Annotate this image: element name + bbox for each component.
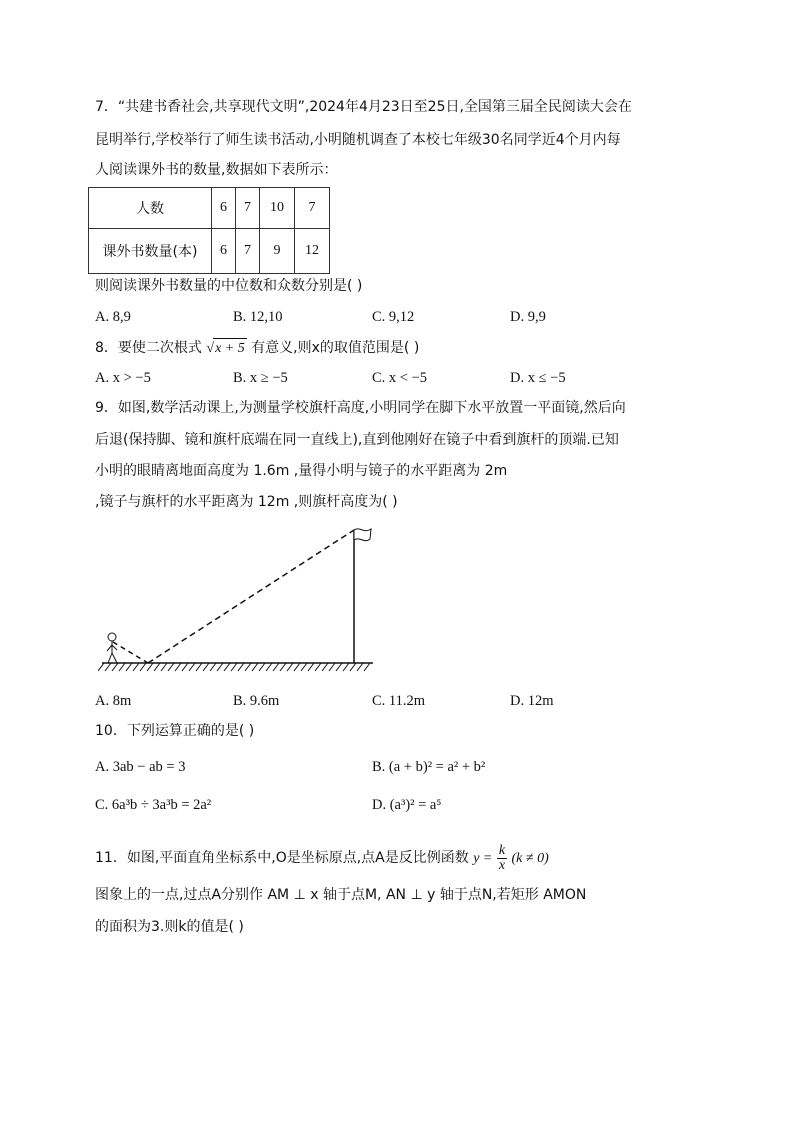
sight-line-mirror-to-flag — [148, 530, 354, 663]
q9-line-4: ,镜子与旗杆的水平距离为 12m ,则旗杆高度为( ) — [95, 494, 398, 510]
table-cell: 7 — [236, 188, 260, 229]
table-row — [89, 229, 330, 274]
q11-line-1 — [95, 842, 549, 875]
table-header-books: 课外书数量(本) — [89, 229, 212, 274]
table-row — [89, 188, 330, 229]
table-header-count: 人数 — [89, 188, 212, 229]
table-cell: 9 — [260, 229, 295, 274]
q11-prefix: 11．如图,平面直角坐标系中,O是坐标原点,点A是反比例函数 — [95, 850, 469, 866]
q8-option-b: B. x ≥ −5 — [233, 370, 288, 386]
q9-option-c: C. 11.2m — [372, 693, 426, 709]
q8-prefix: 8．要使二次根式 — [95, 340, 202, 356]
table-cell: 6 — [212, 188, 236, 229]
q10-title: 10．下列运算正确的是( ) — [95, 723, 255, 739]
sqrt-icon: √ — [206, 341, 215, 356]
flag-icon — [354, 529, 371, 541]
table-cell: 10 — [260, 188, 295, 229]
q7-question: 则阅读课外书数量的中位数和众数分别是( ) — [95, 278, 363, 294]
table-cell: 7 — [236, 229, 260, 274]
q7-option-b: B. 12,10 — [233, 309, 283, 325]
q7-line-1: 7．“共建书香社会,共享现代文明”,2024年4月23日至25日,全国第三届全民阅读大会在 — [95, 99, 632, 115]
table-cell: 12 — [295, 229, 330, 274]
q9-option-a: A. 8m — [95, 693, 132, 709]
q10-option-b: B. (a + b)² = a² + b² — [372, 759, 486, 775]
q8-stem — [95, 338, 419, 359]
q7-option-d: D. 9,9 — [510, 309, 546, 325]
person-icon — [107, 633, 117, 663]
q11-line-3: 的面积为3.则k的值是( ) — [95, 919, 244, 935]
q7-option-a: A. 8,9 — [95, 309, 131, 325]
q8-option-d: D. x ≤ −5 — [510, 370, 566, 386]
q8-option-a: A. x > −5 — [95, 370, 151, 386]
q8-option-c: C. x < −5 — [372, 370, 428, 386]
q8-suffix: 有意义,则x的取值范围是( ) — [251, 340, 420, 356]
q9-option-b: B. 9.6m — [233, 693, 280, 709]
q9-line-3: 小明的眼睛离地面高度为 1.6m ,量得小明与镜子的水平距离为 2m — [95, 463, 508, 479]
q11-func-condition: (k ≠ 0) — [511, 851, 549, 866]
q10-option-a: A. 3ab − ab = 3 — [95, 759, 186, 775]
q7-option-c: C. 9,12 — [372, 309, 415, 325]
q11-fraction — [497, 844, 507, 873]
table-cell: 6 — [212, 229, 236, 274]
sight-line-eye-to-mirror — [113, 642, 148, 663]
table-cell: 7 — [295, 188, 330, 229]
q7-line-2: 昆明举行,学校举行了师生读书活动,小明随机调查了本校七年级30名同学近4个月内每 — [95, 132, 621, 148]
flagpole-mirror-figure — [98, 520, 383, 680]
q7-line-3: 人阅读课外书的数量,数据如下表所示： — [95, 162, 338, 178]
q11-line-2: 图象上的一点,过点A分别作 AM ⊥ x 轴于点M, AN ⊥ y 轴于点N,若矩形 AMON — [95, 887, 587, 903]
q10-option-d: D. (a³)² = a⁵ — [372, 797, 442, 813]
q7-data-table — [88, 187, 330, 274]
ground-hatching — [98, 663, 370, 671]
q11-fraction-denominator: x — [498, 857, 506, 873]
q11-fraction-numerator: k — [498, 842, 506, 858]
q9-option-d: D. 12m — [510, 693, 554, 709]
q8-radicand: x + 5 — [213, 338, 247, 359]
q11-func-lhs: y = — [473, 851, 493, 866]
q9-line-2: 后退(保持脚、镜和旗杆底端在同一直线上),直到他刚好在镜子中看到旗杆的顶端.已知 — [95, 432, 619, 448]
q9-line-1: 9．如图,数学活动课上,为测量学校旗杆高度,小明同学在脚下水平放置一平面镜,然后向 — [95, 400, 626, 416]
q10-option-c: C. 6a³b ÷ 3a³b = 2a² — [95, 797, 212, 813]
